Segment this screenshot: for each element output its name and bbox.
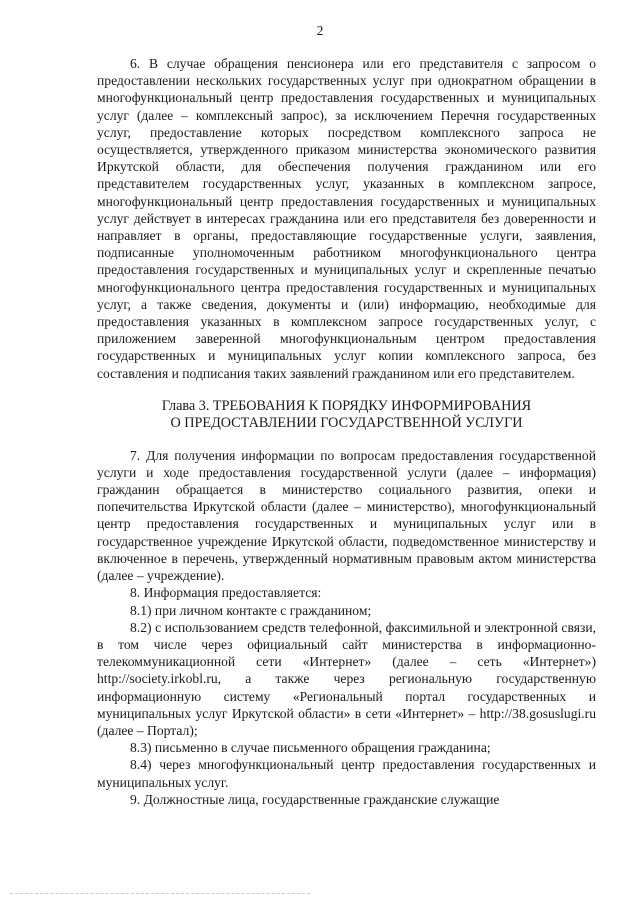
chapter-heading-line-2: О ПРЕДОСТАВЛЕНИИ ГОСУДАРСТВЕННОЙ УСЛУГИ [170,415,523,432]
scan-artifact [10,893,310,896]
page-number: 2 [316,23,324,38]
chapter-heading-line-1: Глава 3. ТРЕБОВАНИЯ К ПОРЯДКУ ИНФОРМИРОВАНИЯ [161,397,532,414]
paragraph-8-3: 8.3) письменно в случае письменного обращения гражданина; [130,740,491,756]
document-body [97,55,596,808]
paragraph-8: 8. Информация предоставляется: [130,585,322,601]
paragraph-6: 6. В случае обращения пенсионера или его представителя с запросом о предоставлении нескольких государственных услуг при однократном обращении в многофункциональный центр предоставления государственных и муниципальных услуг (далее – комплексный запрос), за исключением Перечня государственных услуг, предоставление которых посредством комплексного запроса не осуществляется, утвержденного приказом министерства экономического развития Иркутской области, для обеспечения получения гражданином или его представителем государственных услуг, указанных в комплексном запросе, многофункциональный центр предоставления государственных и муниципальных услуг действует в интересах гражданина или его представителя без доверенности и направляет в органы, предоставляющие государственные услуги, заявления, подписанные уполномоченным работником многофункционального центра предоставления государственных и муниципальных услуг и скрепленные печатью многофункционального центра предоставления государственных и муниципальных услуг, а также сведения, документы и (или) информацию, необходимые для предоставления указанных в комплексном запросе государственных услуг, с приложением заверенной многофункциональным центром предоставления государственных и муниципальных услуг копии комплексного запроса, без составления и подписания таких заявлений гражданином или его представителем. [97,56,596,381]
chapter-heading [97,398,596,433]
paragraph-7: 7. Для получения информации по вопросам предоставления государственной услуги и ходе предоставления государственной услуги (далее – информация) гражданин обращается в министерство социального развития, опеки и попечительства Иркутской области (далее – министерство), многофункциональный центр предоставления государственных и муниципальных услуг или в государственное учреждение Иркутской области, подведомственное министерству и включенное в перечень, утвержденный нормативным правовым актом министерства (далее – учреждение). [97,447,596,584]
paragraph-9: 9. Должностные лица, государственные гражданские служащие [130,791,500,807]
paragraph-8-4: 8.4) через многофункциональный центр предоставления государственных и муниципальных услуг. [97,757,596,790]
paragraph-8-2: 8.2) с использованием средств телефонной, факсимильной и электронной связи, в том числе через официальный сайт министерства в информационно-телекоммуникационной сети «Интернет» (далее – сеть «Интернет») http://society.irkobl.ru, а также через региональную государственную информационную систему «Региональный портал государственных и муниципальных услуг Иркутской области» в сети «Интернет» – http://38.gosuslugi.ru (далее – Портал); [97,619,596,738]
paragraph-8-1: 8.1) при личном контакте с гражданином; [130,602,372,618]
